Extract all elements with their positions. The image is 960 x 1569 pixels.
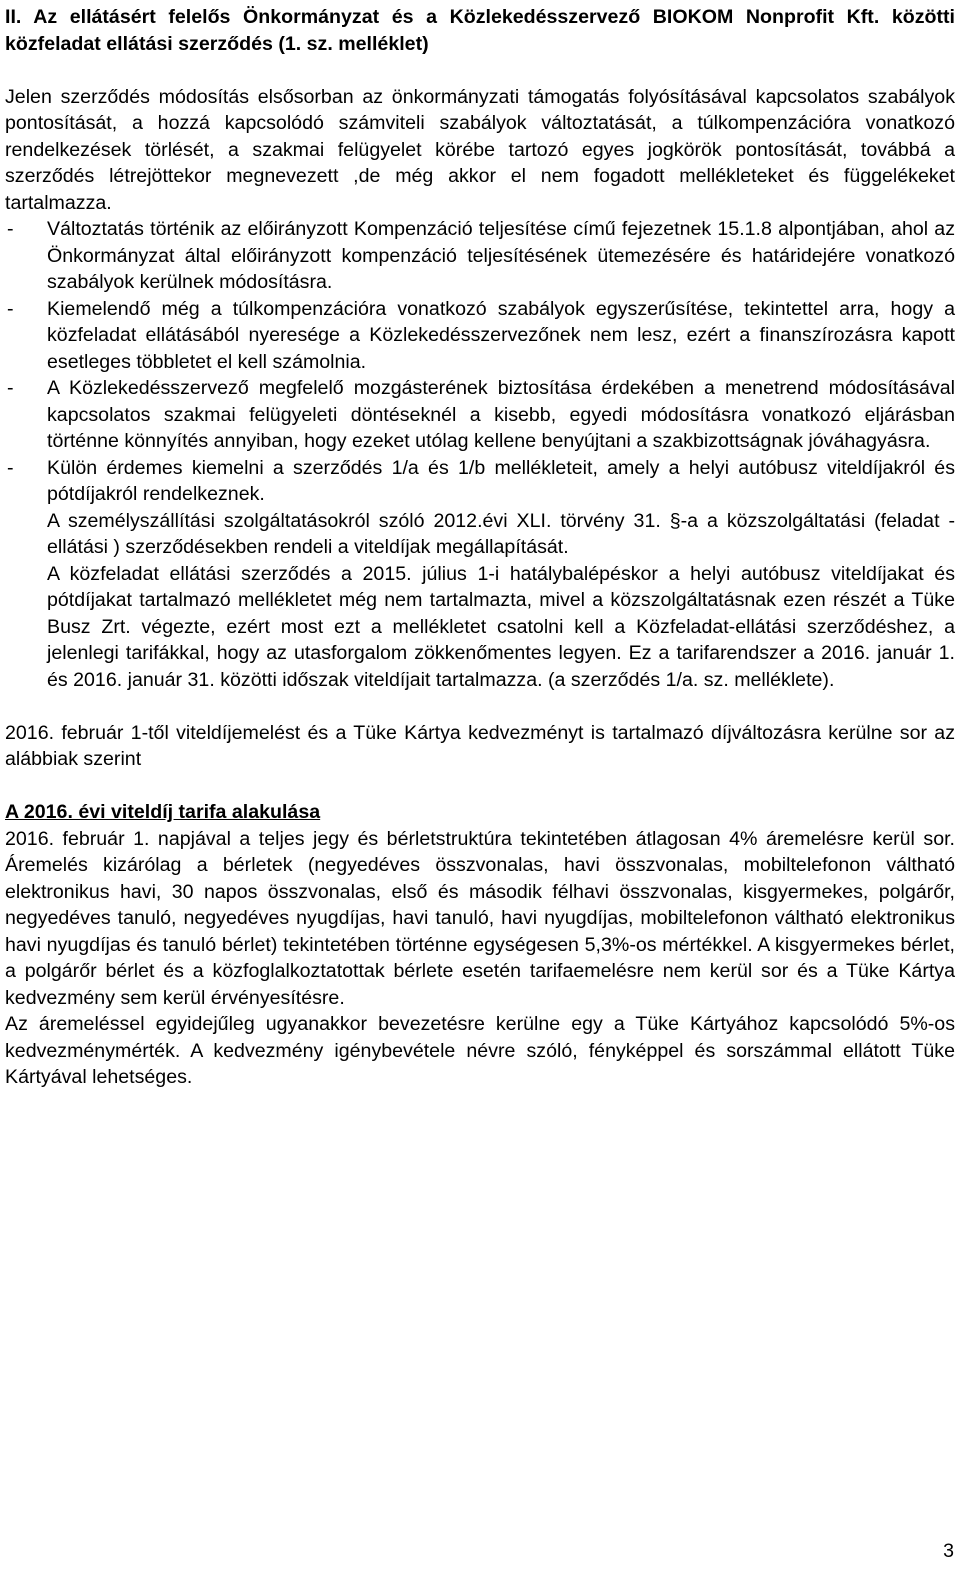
bullet-text: Változtatás történik az előirányzott Kompenzáció teljesítése című fejezetnek 15.1.8 alpontjában, ahol az Önkormányzat által előirányzott kompenzáció teljesítésének ütemezésére és határidejére vonatkozó szabályok kerülnek módosításra.: [47, 218, 955, 293]
spacer: [5, 57, 955, 84]
bullet-dash: -: [7, 297, 14, 320]
tariff-heading: A 2016. évi viteldíj tarifa alakulása: [5, 801, 321, 823]
bullet-item: [5, 296, 955, 376]
tariff-paragraph: 2016. február 1. napjával a teljes jegy és bérletstruktúra tekintetében átlagosan 4% áremelésre kerül sor. Áremelés kizárólag a bérletek (negyedéves összvonalas, havi összvonalas, mobiltelefonon váltható elektronikus havi, 30 napos összvonalas, első és második félhavi összvonalas, kisgyermekes, polgárőr, negyedéves tanuló, negyedéves nyugdíjas, havi tanuló, havi nyugdíjas, mobiltelefonon váltható elektronikus havi nyugdíjas és tanuló bérlet) tekintetében történne egységesen 5,3%-os mértékkel. A kisgyermekes bérlet, a polgárőr bérlet és a közfoglalkoztatottak bérlete esetén tarifaemelésre nem kerül sor és a Tüke Kártya kedvezmény sem kerül érvényesítésre.: [5, 827, 955, 1009]
spacer: [5, 773, 955, 800]
bullet-dash: -: [7, 218, 14, 240]
sub-paragraph: A közfeladat ellátási szerződés a 2015. július 1-i hatálybalépéskor a helyi autóbusz viteldíjakat és pótdíjakat tartalmazó mellékletet még nem tartalmazta, mivel a közszolgáltatásnak ezen részét a Tüke Busz Zrt. végezte, ezért most ezt a mellékletet csatolni kell a Közfeladat-ellátási szerződéshez, a jelenlegi tarifákkal, hogy az utasforgalom zökkenőmentes legyen. Ez a tarifarendszer a 2016. január 1. és 2016. január 31. közötti időszak viteldíjait tartalmazza. (a szerződés 1/a. sz. melléklete).: [47, 562, 955, 691]
bullet-text: Külön érdemes kiemelni a szerződés 1/a és 1/b mellékleteit, amely a helyi autóbusz viteldíjakról és pótdíjakról rendelkeznek.: [47, 456, 955, 505]
bullet-item: [5, 375, 955, 455]
bullet-dash: -: [7, 456, 14, 479]
bullet-text: Kiemelendő még a túlkompenzációra vonatkozó szabályok egyszerűsítése, tekintettel arra, hogy a közfeladat ellátásából nyeresége a Közlekedésszervezőnek nem lesz, ezért a finanszírozásra kapott esetleges többletet el kell számolnia.: [47, 297, 955, 373]
bullet-item: [5, 216, 955, 296]
intro-paragraph: Jelen szerződés módosítás elsősorban az önkormányzati támogatás folyósításával kapcsolatos szabályok pontosítását, a hozzá kapcsolódó számviteli szabályok változtatását, a túlkompenzációra vonatkozó rendelkezések törlését, a szakmai felügyelet körébe tartozó egyes jogkörök pontosítását, továbbá a szerződés létrejöttekor megnevezett ,de még akkor el nem fogadott mellékleteket és függelékeket tartalmazza.: [5, 85, 955, 214]
document-body: [5, 4, 955, 1091]
spacer: [5, 693, 955, 720]
section-title: II. Az ellátásért felelős Önkormányzat és a Közlekedésszervező BIOKOM Nonprofit Kft. közötti közfeladat ellátási szerződés (1. sz. melléklet): [5, 6, 955, 55]
february-paragraph: 2016. február 1-től viteldíjemelést és a Tüke Kártya kedvezményt is tartalmazó díjváltozásra kerülne sor az alábbiak szerint: [5, 721, 955, 770]
bullet-item: [5, 455, 955, 508]
sub-paragraph: A személyszállítási szolgáltatásokról szóló 2012.évi XLI. törvény 31. §-a a közszolgáltatási (feladat -ellátási ) szerződésekben rendeli a viteldíjak megállapítását.: [47, 509, 955, 558]
bullet-text: A Közlekedésszervező megfelelő mozgásterének biztosítása érdekében a menetrend módosításával kapcsolatos szakmai felügyeleti döntéseknél a kisebb, egyedi módosításra vonatkozó eljárásban történne könnyítés annyiban, hogy ezeket utólag kellene benyújtani a szakbizottságnak jóváhagyásra.: [47, 377, 955, 452]
bullet-dash: -: [7, 377, 14, 399]
tariff-paragraph: Az áremeléssel egyidejűleg ugyanakkor bevezetésre kerülne egy a Tüke Kártyához kapcsolódó 5%-os kedvezménymérték. A kedvezmény igénybevétele névre szóló, fényképpel és sorszámmal ellátott Tüke Kártyával lehetséges.: [5, 1013, 955, 1088]
page-number: 3: [943, 1540, 954, 1562]
